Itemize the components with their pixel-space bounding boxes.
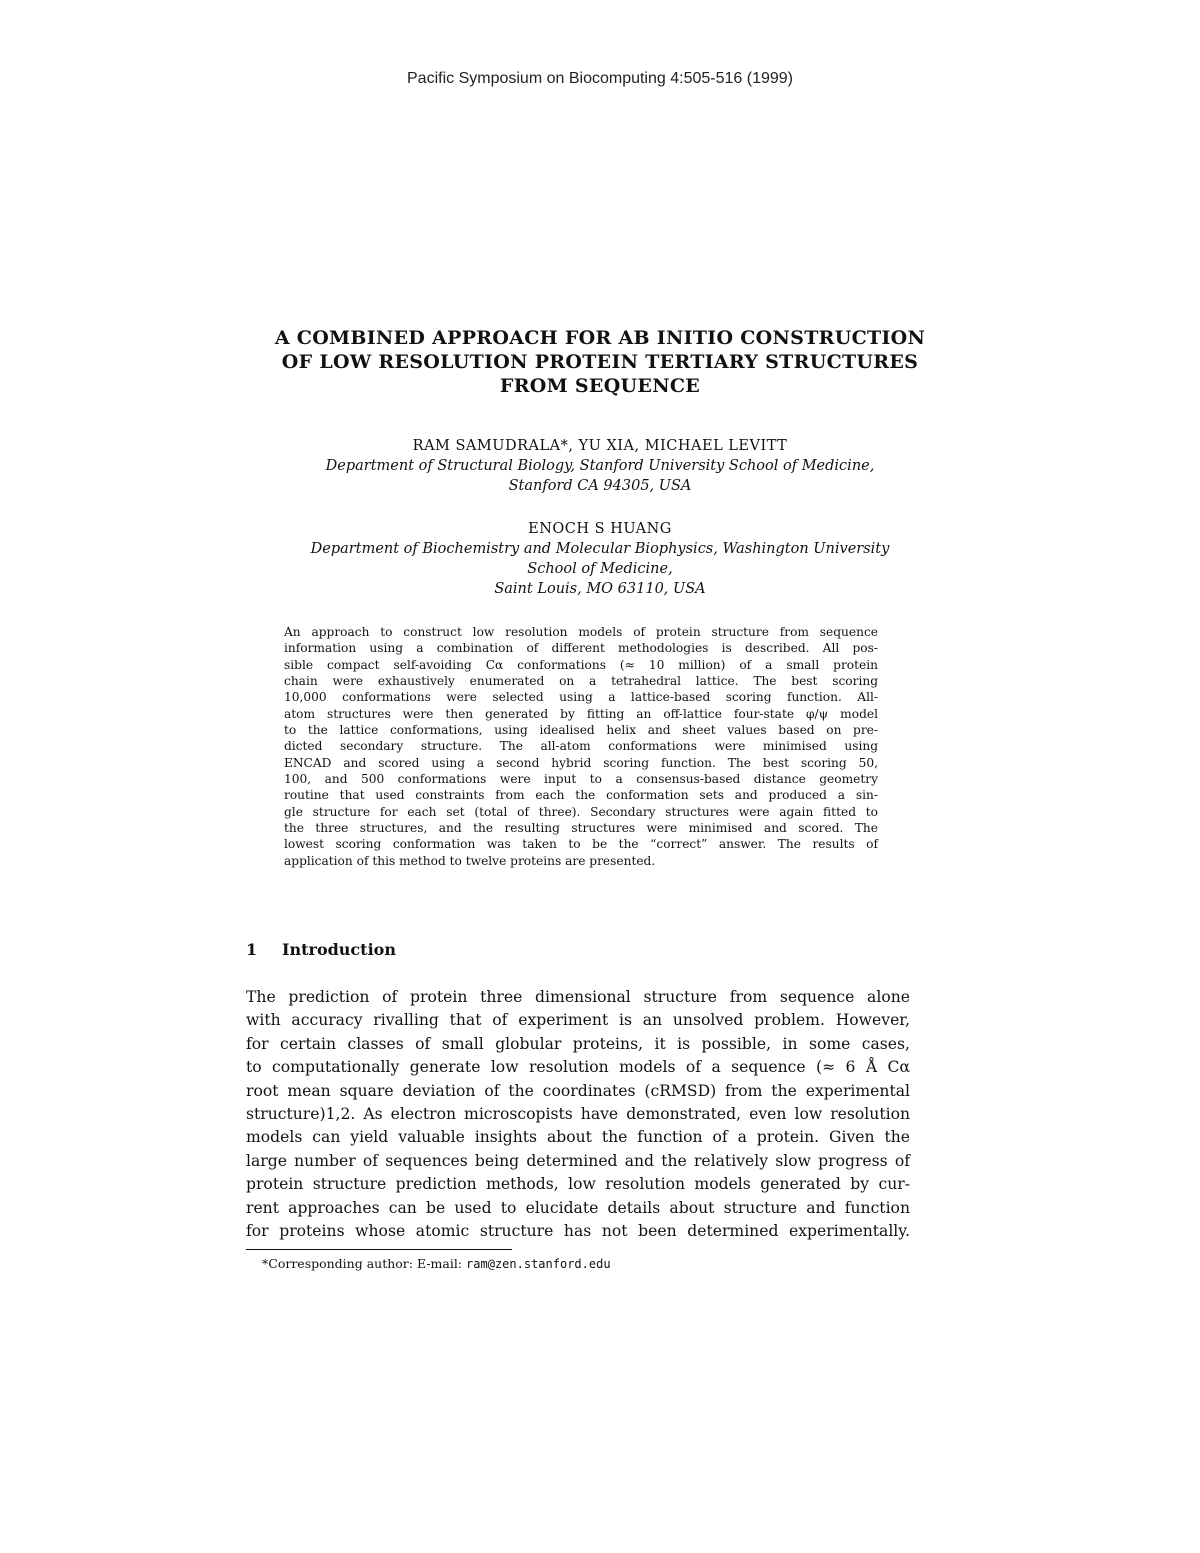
paragraph-line: rent approaches can be used to elucidate details about structure and function xyxy=(246,1198,910,1217)
running-header: Pacific Symposium on Biocomputing 4:505-516 (1999) xyxy=(407,70,793,87)
abstract-line: gle structure for each set (total of three). Secondary structures were again fitted to xyxy=(284,804,878,819)
paragraph-line: root mean square deviation of the coordinates (cRMSD) from the experimental xyxy=(246,1081,910,1100)
paragraph-line: models can yield valuable insights about the function of a protein. Given the xyxy=(246,1128,910,1147)
author-block-2 xyxy=(200,519,1000,599)
abstract-line: dicted secondary structure. The all-atom conformations were minimised using xyxy=(284,739,878,754)
abstract-line: 10,000 conformations were selected using a lattice-based scoring function. All- xyxy=(284,690,878,705)
abstract-line: An approach to construct low resolution models of protein structure from sequence xyxy=(284,625,878,639)
footnote-rule xyxy=(246,1249,512,1250)
abstract-line: 100, and 500 conformations were input to a consensus-based distance geometry xyxy=(284,772,878,787)
abstract-line: application of this method to twelve proteins are presented. xyxy=(284,853,656,868)
paper-title xyxy=(200,326,1000,398)
paragraph-line: protein structure prediction methods, low resolution models generated by cur- xyxy=(246,1175,910,1194)
title-line: OF LOW RESOLUTION PROTEIN TERTIARY STRUCTURES xyxy=(281,351,919,373)
title-line: FROM SEQUENCE xyxy=(499,375,701,397)
author-block-1 xyxy=(200,436,1000,496)
title-line: A COMBINED APPROACH FOR AB INITIO CONSTRUCTION xyxy=(274,327,926,349)
paragraph-line: The prediction of protein three dimensional structure from sequence alone xyxy=(246,988,910,1006)
footnote-email: ram@zen.stanford.edu xyxy=(466,1257,611,1271)
abstract-line: chain were exhaustively enumerated on a tetrahedral lattice. The best scoring xyxy=(284,674,878,689)
section-heading xyxy=(246,940,396,959)
affiliation-line: Department of Structural Biology, Stanford University School of Medicine, xyxy=(325,458,875,474)
author-names: RAM SAMUDRALA*, YU XIA, MICHAEL LEVITT xyxy=(412,438,788,454)
introduction-paragraph xyxy=(246,986,910,1243)
abstract-line: the three structures, and the resulting structures were minimised and scored. The xyxy=(284,821,878,836)
abstract-line: routine that used constraints from each the conformation sets and produced a sin- xyxy=(284,788,878,803)
abstract-line: to the lattice conformations, using idealised helix and sheet values based on pre- xyxy=(284,723,878,738)
footnote xyxy=(262,1256,611,1271)
affiliation-line: Department of Biochemistry and Molecular Biophysics, Washington University xyxy=(310,541,890,557)
author-names: ENOCH S HUANG xyxy=(528,521,672,537)
paragraph-line: for proteins whose atomic structure has not been determined experimentally. xyxy=(246,1222,910,1241)
affiliation-line: School of Medicine, xyxy=(527,561,673,577)
affiliation-line: Saint Louis, MO 63110, USA xyxy=(494,581,706,597)
paragraph-line: to computationally generate low resolution models of a sequence (≈ 6 Å Cα xyxy=(246,1058,910,1077)
footnote-text: *Corresponding author: E-mail: xyxy=(262,1256,467,1271)
affiliation-line: Stanford CA 94305, USA xyxy=(508,478,692,494)
abstract-line: sible compact self-avoiding Cα conformations (≈ 10 million) of a small protein xyxy=(284,657,878,672)
paragraph-line: structure)1,2. As electron microscopists have demonstrated, even low resolution xyxy=(246,1105,910,1124)
section-title: Introduction xyxy=(282,940,396,959)
paragraph-line: for certain classes of small globular proteins, it is possible, in some cases, xyxy=(246,1034,910,1053)
abstract-line: atom structures were then generated by fitting an off-lattice four-state φ/ψ model xyxy=(284,706,878,721)
abstract-line: ENCAD and scored using a second hybrid scoring function. The best scoring 50, xyxy=(284,755,878,770)
paragraph-line: large number of sequences being determined and the relatively slow progress of xyxy=(246,1151,910,1170)
abstract xyxy=(284,624,878,869)
paragraph-line: with accuracy rivalling that of experiment is an unsolved problem. However, xyxy=(246,1011,910,1030)
section-number: 1 xyxy=(246,940,258,959)
abstract-line: information using a combination of different methodologies is described. All pos- xyxy=(284,641,878,656)
abstract-line: lowest scoring conformation was taken to be the “correct” answer. The results of xyxy=(284,837,878,852)
